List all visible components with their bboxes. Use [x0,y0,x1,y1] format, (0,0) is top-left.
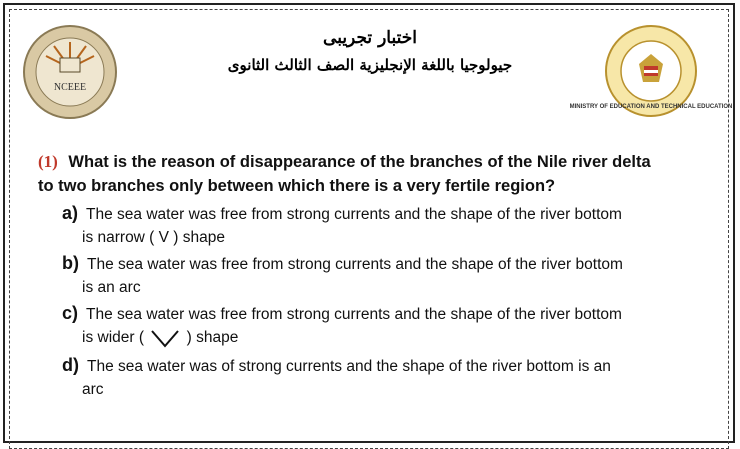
option-d-text-line1: The sea water was of strong currents and the shape of the river bottom is an [87,358,611,375]
question-1 [38,150,718,198]
option-d[interactable] [62,354,722,401]
option-b-letter: b) [62,253,79,273]
option-b[interactable] [62,252,722,299]
option-a-letter: a) [62,203,79,223]
option-a-text-line2: is narrow ( V ) shape [82,229,225,246]
ministry-logo-label: MINISTRY OF EDUCATION AND TECHNICAL EDUCATION [569,104,733,110]
exam-title: اختبار تجريبى [323,28,417,48]
option-c-text-line2-post: ) shape [186,329,239,346]
nceee-logo-label: NCEEE [53,82,87,93]
option-c-text-line2 [62,326,722,349]
wide-v-shape-icon [150,328,180,348]
option-c-text-line1: The sea water was free from strong currents and the shape of the river bottom [86,306,622,323]
option-d-text-line2: arc [82,381,104,398]
option-c[interactable] [62,302,722,349]
question-number: (1) [38,152,58,171]
exam-subtitle: جيولوجيا باللغة الإنجليزية الصف الثالث الثانوى [227,56,513,74]
option-c-letter: c) [62,303,79,323]
option-d-letter: d) [62,355,79,375]
question-text-line2: to two branches only between which there is a very fertile region? [38,177,556,195]
option-a-text-line1: The sea water was free from strong currents and the shape of the river bottom [86,206,622,223]
option-c-text-line2-pre: is wider ( [82,329,145,346]
option-b-text-line2: is an arc [82,279,141,296]
ministry-logo-icon [569,24,733,118]
option-b-text-line1: The sea water was free from strong currents and the shape of the river bottom [87,256,623,273]
option-a[interactable] [62,202,722,249]
question-text-line1: What is the reason of disappearance of the branches of the Nile river delta [68,153,651,171]
exam-header [0,18,740,118]
